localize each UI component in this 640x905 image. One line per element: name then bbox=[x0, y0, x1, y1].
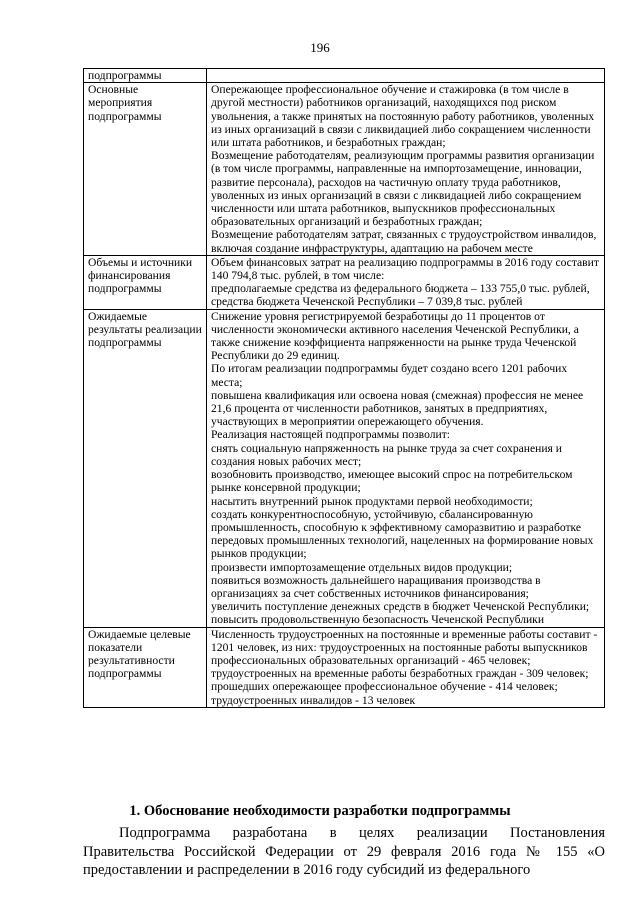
row-label: Объемы и источники финансирования подпрограммы bbox=[84, 255, 207, 309]
row-paragraph: Возмещение работодателям, реализующим программы развития организации (в том числе программы, направленные на импортозамещение, инновации, развитие персонала), расходов на частичную оплату труда работников, уволенных из иных организаций в связи с ликвидацией либо сокращением численности или штата работников, выпускников профессиональных образовательных организаций и безработных граждан; bbox=[211, 149, 595, 229]
row-content bbox=[207, 255, 605, 309]
row-paragraph: произвести импортозамещение отдельных видов продукции; bbox=[211, 560, 513, 574]
row-paragraph bbox=[211, 69, 601, 82]
row-paragraph: трудоустроенных инвалидов - 13 человек bbox=[211, 693, 416, 707]
row-label: Основные мероприятия подпрограммы bbox=[84, 83, 207, 256]
row-label: подпрограммы bbox=[84, 69, 207, 83]
row-paragraph: Возмещение работодателям затрат, связанных с трудоустройством инвалидов, включая создание инфраструктуры, адаптацию на рабочем месте bbox=[211, 228, 597, 255]
row-content bbox=[207, 627, 605, 707]
row-label: Ожидаемые результаты реализации подпрограммы bbox=[84, 309, 207, 627]
row-paragraph: снять социальную напряженность на рынке труда за счет сохранения и создания новых рабочих мест; bbox=[211, 441, 562, 468]
row-paragraph: Объем финансовых затрат на реализацию подпрограммы в 2016 году составит 140 794,8 тыс. рублей, в том числе: bbox=[211, 255, 599, 283]
row-paragraph: Численность трудоустроенных на постоянные и временные работы составит - 1201 человек, из них: трудоустроенных на постоянные работы выпускников профессиональных образовательных организаций - 465 человек; bbox=[211, 627, 598, 667]
row-paragraph: прошедших опережающее профессиональное обучение - 414 человек; bbox=[211, 680, 558, 694]
row-content bbox=[207, 309, 605, 627]
row-paragraph: возобновить производство, имеющее высокий спрос на потребительском рынке консервной продукции; bbox=[211, 468, 573, 495]
row-paragraph: повысить продовольственную безопасность Чеченской Республики bbox=[211, 613, 545, 627]
row-label: Ожидаемые целевые показатели результативности подпрограммы bbox=[84, 627, 207, 707]
section-heading: 1. Обоснование необходимости разработки подпрограммы bbox=[129, 803, 511, 819]
page-number: 196 bbox=[310, 40, 330, 55]
body-paragraph: Подпрограмма разработана в целях реализации Постановления Правительства Российской Федерации от 29 февраля 2016 года № 155 «О предоставлении и распределении в 2016 году субсидий из федерального bbox=[83, 825, 605, 878]
row-paragraph: Снижение уровня регистрируемой безработицы до 11 процентов от численности экономически активного населения Чеченской Республики, а также снижение коэффициента напряженности на рынке труда Чеченской Республики до 29 единиц. bbox=[211, 309, 579, 363]
table-body bbox=[84, 69, 605, 708]
program-passport-table bbox=[83, 68, 605, 708]
row-paragraph: трудоустроенных на временные работы безработных граждан - 309 человек; bbox=[211, 667, 589, 681]
row-paragraph: появиться возможность дальнейшего наращивания производства в организациях за счет собственных источников финансирования; bbox=[211, 573, 541, 600]
row-paragraph: предполагаемые средства из федерального бюджета – 133 755,0 тыс. рублей, bbox=[211, 282, 590, 296]
row-paragraph: создать конкурентноспособную, устойчивую, сбалансированную промышленность, способную к эффективному саморазвитию и разработке передовых промышленных технологий, нацеленных на формирование новых рынков продукции; bbox=[211, 507, 594, 561]
row-paragraph: увеличить поступление денежных средств в бюджет Чеченской Республики; bbox=[211, 600, 590, 614]
row-paragraph: Опережающее профессиональное обучение и стажировка (в том числе в другой местности) работников организаций, находящихся под риском увольнения, а также принятых на постоянную работу работников, уволенных из иных организаций в связи с ликвидацией либо сокращением численности или штата работников, и безработных граждан; bbox=[211, 83, 595, 150]
row-content bbox=[207, 69, 605, 83]
row-content bbox=[207, 83, 605, 256]
row-paragraph: средства бюджета Чеченской Республики – 7 039,8 тыс. рублей bbox=[211, 295, 523, 309]
table-row bbox=[84, 255, 605, 309]
row-paragraph: По итогам реализации подпрограммы будет создано всего 1201 рабочих места; bbox=[211, 362, 568, 389]
table-row bbox=[84, 627, 605, 707]
row-paragraph: Реализация настоящей подпрограммы позволит: bbox=[211, 428, 451, 442]
table-row bbox=[84, 309, 605, 627]
row-paragraph: повышена квалификация или освоена новая (смежная) профессия не менее 21,6 процента от численности работников, занятых в предприятиях, участвующих в мероприятии опережающего обучения. bbox=[211, 388, 584, 429]
row-paragraph: насытить внутренний рынок продуктами первой необходимости; bbox=[211, 494, 533, 508]
table-row bbox=[84, 83, 605, 256]
table-row bbox=[84, 69, 605, 83]
